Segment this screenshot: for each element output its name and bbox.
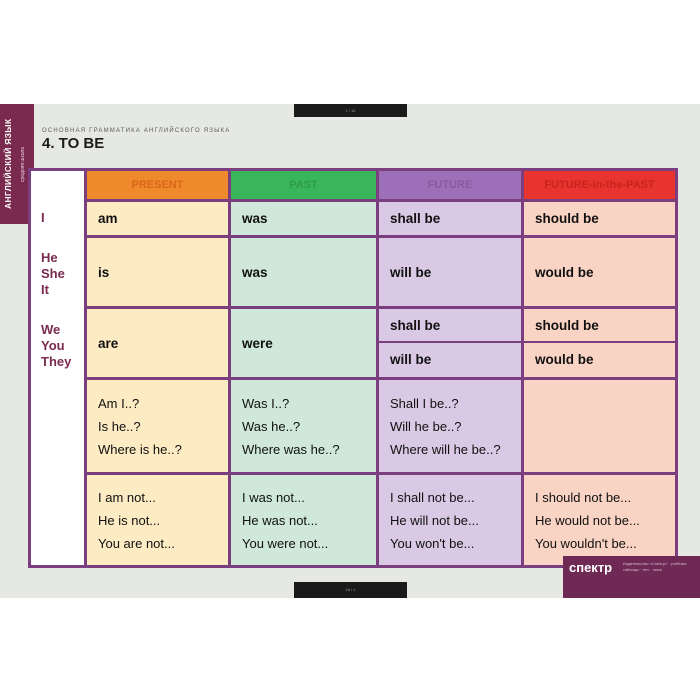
pronoun-column: [31, 171, 84, 565]
question-line: Is he..?: [98, 418, 141, 434]
cell-future-i: shall be: [379, 202, 521, 235]
negative-line: You wouldn't be...: [535, 535, 637, 551]
cell-past-he: was: [231, 238, 376, 306]
question-line: Where will he be..?: [390, 441, 501, 457]
subject-subtitle: средняя школа: [20, 146, 26, 182]
publisher-info: Издательство «Спектр» · учебные таблицы · тел. · www: [623, 561, 687, 572]
negative-line: You won't be...: [390, 535, 475, 551]
negative-line: He is not...: [98, 512, 161, 528]
cell-present-he: is: [87, 238, 228, 306]
cell-present-i: am: [87, 202, 228, 235]
pronoun-we: We: [41, 322, 61, 337]
cell-past-negative: [231, 475, 376, 565]
cell-past-i: was: [231, 202, 376, 235]
cell-present-negative: [87, 475, 228, 565]
header-subtitle: ОСНОВНАЯ ГРАММАТИКА АНГЛИЙСКОГО ЯЗЫКА: [42, 128, 231, 134]
bottom-bar-label: 16 / 1: [345, 587, 356, 592]
future-we-will: will be: [390, 352, 432, 367]
future-we-shall: shall be: [390, 318, 441, 333]
negative-line: You are not...: [98, 535, 175, 551]
header-present: PRESENT: [87, 171, 228, 199]
cell-future-we: [379, 309, 521, 377]
question-line: Shall I be..?: [390, 395, 459, 411]
fitp-we-would: would be: [535, 352, 594, 367]
pronoun-i: I: [41, 210, 45, 225]
publisher-logo: спектр: [569, 560, 613, 575]
cell-future-he: will be: [379, 238, 521, 306]
negative-line: He would not be...: [535, 512, 640, 528]
cell-future-question: [379, 380, 521, 472]
negative-line: I shall not be...: [390, 489, 475, 505]
cell-past-question: [231, 380, 376, 472]
cell-future-negative: [379, 475, 521, 565]
cell-fitp-question-empty: [524, 380, 675, 472]
cell-fitp-i: should be: [524, 202, 675, 235]
cell-fitp-we: [524, 309, 675, 377]
fitp-we-divider: [524, 341, 675, 343]
header-future: FUTURE: [379, 171, 521, 199]
pronoun-she: She: [41, 266, 65, 281]
header-past: PAST: [231, 171, 376, 199]
fitp-we-should: should be: [535, 318, 599, 333]
cell-present-question: [87, 380, 228, 472]
question-line: Was I..?: [242, 395, 290, 411]
pronoun-it: It: [41, 282, 49, 297]
negative-line: I should not be...: [535, 489, 632, 505]
bottom-black-bar: [294, 582, 407, 598]
negative-line: I was not...: [242, 489, 305, 505]
negative-line: He was not...: [242, 512, 318, 528]
cell-fitp-negative: [524, 475, 675, 565]
negative-line: He will not be...: [390, 512, 479, 528]
subject-title: АНГЛИЙСКИЙ ЯЗЫК: [3, 118, 13, 210]
cell-past-we: were: [231, 309, 376, 377]
poster: [0, 104, 700, 598]
top-black-bar: [294, 104, 407, 117]
question-line: Am I..?: [98, 395, 140, 411]
negative-line: I am not...: [98, 489, 156, 505]
pronoun-you: You: [41, 338, 65, 353]
question-line: Where was he..?: [242, 441, 340, 457]
pronoun-they: They: [41, 354, 72, 369]
cell-present-we: are: [87, 309, 228, 377]
header-future-in-the-past: FUTURE-in-the-PAST: [524, 171, 675, 199]
pronoun-he: He: [41, 250, 58, 265]
future-we-divider: [379, 341, 521, 343]
negative-line: You were not...: [242, 535, 329, 551]
top-bar-label: 1 / 16: [345, 108, 356, 113]
question-line: Where is he..?: [98, 441, 182, 457]
cell-fitp-he: would be: [524, 238, 675, 306]
publisher-brand: [563, 556, 700, 598]
page-title: 4. TO BE: [42, 135, 105, 152]
question-line: Will he be..?: [390, 418, 462, 434]
question-line: Was he..?: [242, 418, 301, 434]
